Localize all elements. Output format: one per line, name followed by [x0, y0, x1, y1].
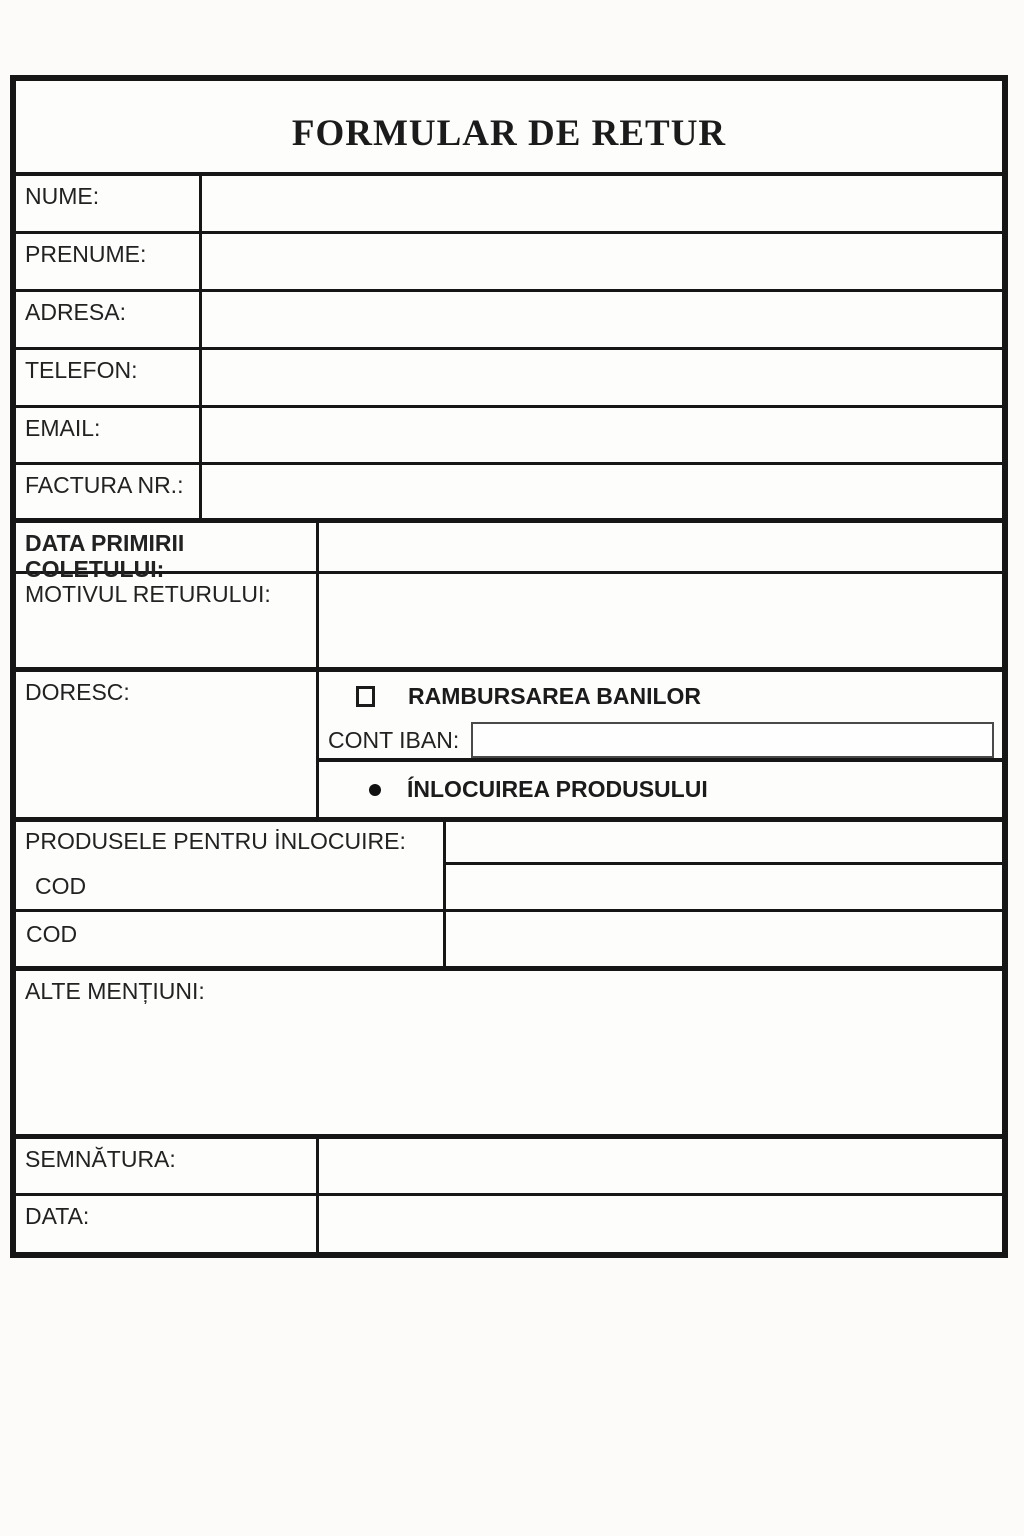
- row-alte-mentiuni: [16, 971, 1002, 1139]
- adresa-label: ADRESA:: [16, 292, 202, 347]
- row-semnatura: [16, 1139, 1002, 1196]
- row-data: [16, 1196, 1002, 1252]
- row-nume: [16, 176, 1002, 234]
- row-doresc: [16, 672, 1002, 822]
- doresc-replace-cell: [319, 762, 1002, 817]
- factura-nr-label: FACTURA NR.:: [16, 465, 202, 518]
- form-title: FORMULAR DE RETUR: [291, 113, 727, 154]
- row-motivul-returului: [16, 574, 1002, 672]
- cod-1-label: COD: [35, 873, 87, 900]
- row-produsele-2: [16, 912, 1002, 971]
- row-email: [16, 408, 1002, 465]
- row-produsele-1: [16, 822, 1002, 912]
- email-label: EMAIL:: [16, 408, 202, 462]
- alte-mentiuni-label: ALTE MENȚIUNI:: [25, 978, 205, 1004]
- refund-option-line: [319, 672, 1002, 710]
- return-form: [10, 75, 1008, 1258]
- semnatura-label: SEMNĂTURA:: [16, 1139, 319, 1193]
- prenume-label: PRENUME:: [16, 234, 202, 289]
- produs-field-1[interactable]: [446, 822, 1002, 865]
- rambursarea-checkbox[interactable]: [356, 686, 375, 707]
- produsele-label: PRODUSELE PENTRU İNLOCUIRE:: [25, 828, 406, 854]
- nume-label: NUME:: [16, 176, 202, 231]
- row-telefon: [16, 350, 1002, 408]
- adresa-field[interactable]: [202, 292, 1002, 347]
- produs-field-2[interactable]: [446, 865, 1002, 909]
- prenume-field[interactable]: [202, 234, 1002, 289]
- row-prenume: [16, 234, 1002, 292]
- cod-2-label: COD: [16, 912, 446, 966]
- row-adresa: [16, 292, 1002, 350]
- iban-line: [319, 722, 1002, 758]
- doresc-refund-cell: [319, 672, 1002, 762]
- data-primirii-label: DATA PRIMIRII COLETULUI:: [16, 523, 319, 571]
- inlocuirea-label: ÍNLOCUIREA PRODUSULUI: [407, 776, 708, 802]
- data-primirii-field[interactable]: [319, 523, 1002, 571]
- alte-mentiuni-cell[interactable]: [16, 971, 1002, 1134]
- semnatura-field[interactable]: [319, 1139, 1002, 1193]
- bullet-icon: [369, 784, 381, 796]
- data-field[interactable]: [319, 1196, 1002, 1252]
- data-label: DATA:: [16, 1196, 319, 1252]
- telefon-label: TELEFON:: [16, 350, 202, 405]
- doresc-options: [319, 672, 1002, 817]
- email-field[interactable]: [202, 408, 1002, 462]
- cont-iban-label: CONT IBAN:: [328, 726, 460, 753]
- motivul-returului-field[interactable]: [319, 574, 1002, 667]
- telefon-field[interactable]: [202, 350, 1002, 405]
- row-data-primirii: [16, 523, 1002, 583]
- motivul-returului-label: MOTIVUL RETURULUI:: [16, 574, 319, 667]
- title-row: [16, 81, 1002, 176]
- factura-nr-field[interactable]: [202, 465, 1002, 518]
- produsele-right-column: [446, 822, 1002, 909]
- cont-iban-input[interactable]: [471, 722, 994, 758]
- produsele-label-cell: [16, 822, 446, 909]
- produs-field-3[interactable]: [446, 912, 1002, 966]
- nume-field[interactable]: [202, 176, 1002, 231]
- doresc-label: DORESC:: [16, 672, 319, 817]
- row-factura-nr: [16, 465, 1002, 523]
- rambursarea-label: RAMBURSAREA BANILOR: [408, 683, 702, 709]
